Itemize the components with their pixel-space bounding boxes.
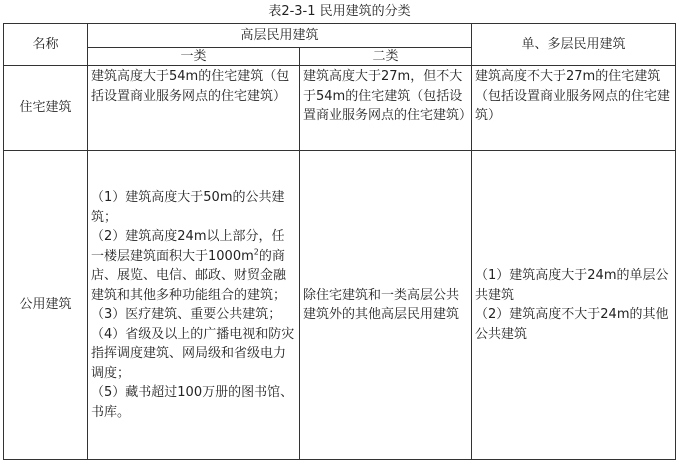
list-item: （3）医疗建筑、重要公共建筑； xyxy=(91,307,282,322)
public-class-one xyxy=(88,151,300,460)
list-item xyxy=(91,227,296,305)
table-row-public xyxy=(4,151,676,460)
list-item-continuation: 的商店、展览、电信、邮政、财贸金融建筑和其他多种功能组合的建筑； xyxy=(91,248,287,303)
table-row-residential xyxy=(4,66,676,151)
list-item: （1）建筑高度大于50m的公共建筑； xyxy=(91,190,285,225)
header-row-1 xyxy=(4,24,676,48)
list-item: （4）省级及以上的广播电视和防灾指挥调度建筑、网局级和省级电力调度； xyxy=(91,326,295,381)
header-class-two: 二类 xyxy=(300,48,472,66)
header-high-rise: 高层民用建筑 xyxy=(88,24,472,48)
header-name: 名称 xyxy=(4,24,88,66)
row-label-residential: 住宅建筑 xyxy=(4,66,88,151)
row-label-public: 公用建筑 xyxy=(4,151,88,460)
table-caption: 表2-3-1 民用建筑的分类 xyxy=(268,4,411,19)
residential-class-two: 建筑高度大于27m，但不大于54m的住宅建筑（包括设置商业服务网点的住宅建筑） xyxy=(300,66,472,151)
residential-single-multi: 建筑高度不大于27m的住宅建筑（包括设置商业服务网点的住宅建筑） xyxy=(472,66,676,151)
list-item: （1）建筑高度大于24m的单层公共建筑 xyxy=(475,268,669,303)
public-single-multi-list xyxy=(475,266,672,344)
list-item: （2）建筑高度不大于24m的其他公共建筑 xyxy=(475,307,669,342)
public-class-one-list xyxy=(91,188,296,422)
list-item: （5）藏书超过100万册的图书馆、书库。 xyxy=(91,385,294,420)
header-single-multi: 单、多层民用建筑 xyxy=(472,24,676,66)
public-class-two: 除住宅建筑和一类高层公共建筑外的其他高层民用建筑 xyxy=(300,151,472,460)
residential-class-one: 建筑高度大于54m的住宅建筑（包括设置商业服务网点的住宅建筑） xyxy=(88,66,300,151)
building-classification-table xyxy=(3,23,676,460)
list-item-text: （2）建筑高度24m以上部分，任一楼层建筑面积大于1000m xyxy=(91,229,285,264)
header-class-one: 一类 xyxy=(88,48,300,66)
area-superscript: 2 xyxy=(253,247,259,257)
public-single-multi xyxy=(472,151,676,460)
